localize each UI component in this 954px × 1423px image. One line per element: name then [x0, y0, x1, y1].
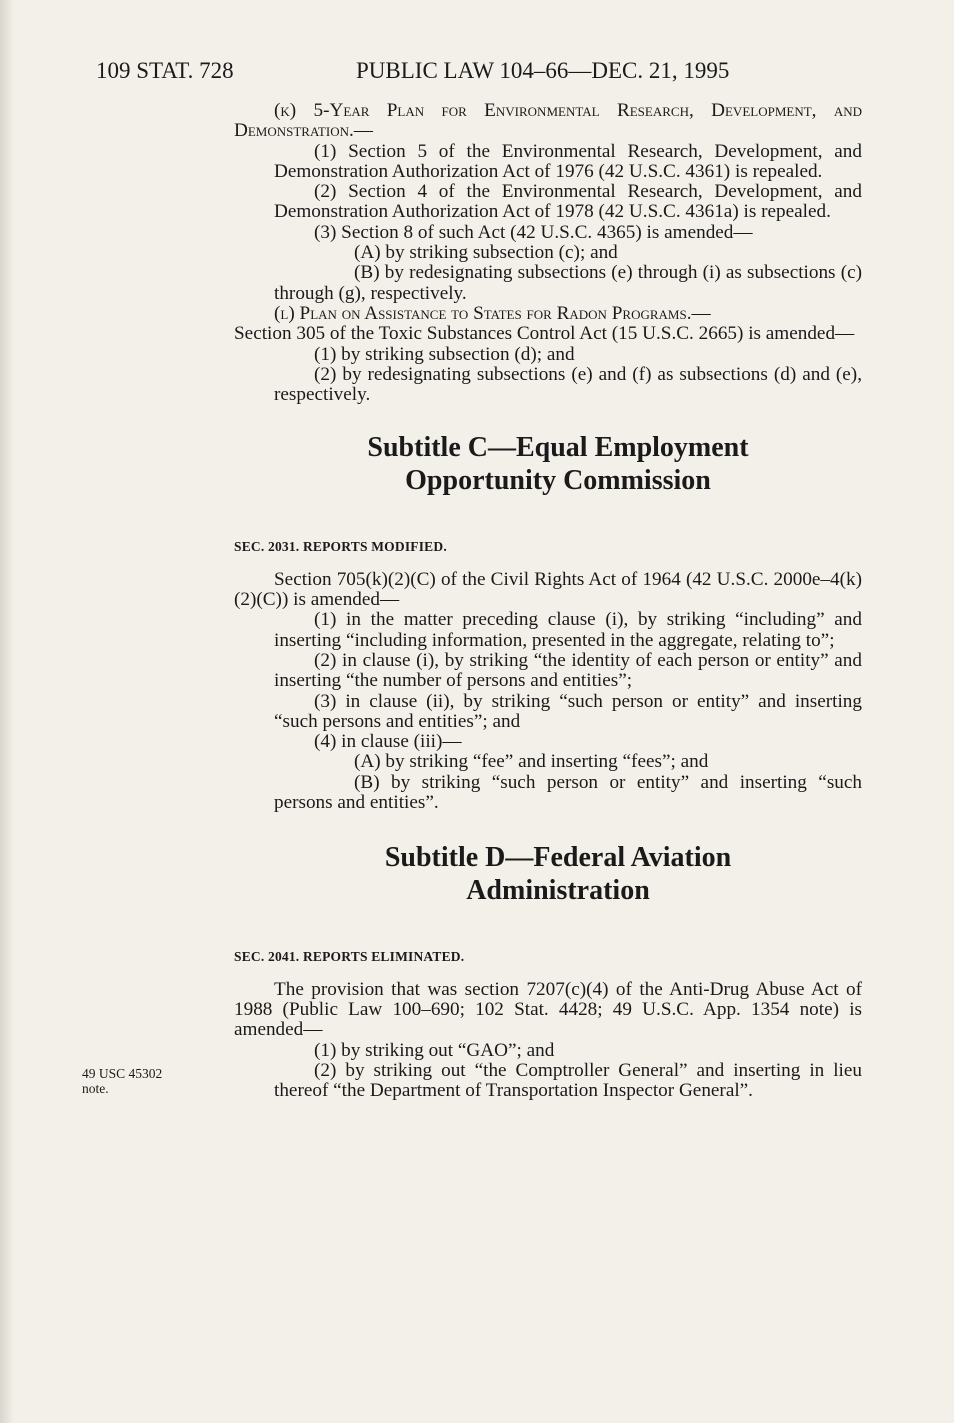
page-header [96, 58, 856, 88]
stat-page-number: 109 STAT. 728 [96, 58, 234, 83]
section-k-paragraph-3b: (B) by redesignating subsections (e) through (i) as subsections (c) through (g), respectively. [274, 262, 862, 304]
sec-2041-intro: The provision that was section 7207(c)(4) of the Anti-Drug Abuse Act of 1988 (Public Law 100–690; 102 Stat. 4428; 49 U.S.C. App. 1354 note) is amended— [234, 978, 862, 1041]
sec-2031-paragraph-1: (1) in the matter preceding clause (i), by striking “including” and inserting “including information, presented in the aggregate, relating to”; [274, 609, 862, 651]
section-k-heading: (k) 5-Year Plan for Environmental Research, Development, and Demonstration.— [234, 100, 862, 142]
section-k-paragraph-2: (2) Section 4 of the Environmental Research, Development, and Demonstration Authorization Act of 1978 (42 U.S.C. 4361a) is repealed. [274, 181, 862, 223]
sec-2041-paragraph-2: (2) by striking out “the Comptroller General” and inserting in lieu thereof “the Department of Transportation Inspector General”. [274, 1059, 862, 1102]
section-l-intro: Section 305 of the Toxic Substances Control Act (15 U.S.C. 2665) is amended— [234, 323, 855, 345]
sec-2041-paragraph-1: (1) by striking out “GAO”; and [314, 1039, 555, 1061]
page-body [234, 101, 862, 1101]
sec-2031-paragraph-4b: (B) by striking “such person or entity” and inserting “such persons and entities”. [274, 771, 862, 814]
section-l-paragraph-1: (1) by striking subsection (d); and [314, 343, 575, 365]
subtitle-d-line-2: Administration [466, 875, 650, 907]
sec-2031-paragraph-3: (3) in clause (ii), by striking “such person or entity” and inserting “such persons and entities”; and [274, 690, 862, 732]
sec-2031-paragraph-4a: (A) by striking “fee” and inserting “fees”; and [354, 751, 709, 773]
section-k-paragraph-3a: (A) by striking subsection (c); and [354, 242, 618, 264]
subtitle-c-line-1: Subtitle C—Equal Employment [367, 432, 749, 464]
subtitle-c-line-2: Opportunity Commission [405, 465, 711, 497]
page-edge-shadow [0, 0, 14, 1423]
section-k-paragraph-1: (1) Section 5 of the Environmental Research, Development, and Demonstration Authorization Act of 1976 (42 U.S.C. 4361) is repealed. [274, 140, 862, 182]
subtitle-d-heading [234, 841, 862, 907]
sec-2031-paragraph-4: (4) in clause (iii)— [314, 731, 462, 753]
section-k-paragraph-3: (3) Section 8 of such Act (42 U.S.C. 4365) is amended— [314, 221, 753, 243]
margin-note-line-1: 49 USC 45302 [82, 1066, 163, 1081]
subtitle-c-heading [234, 431, 862, 497]
section-l-paragraph-2: (2) by redesignating subsections (e) and (f) as subsections (d) and (e), respectively. [274, 363, 862, 406]
subtitle-d-line-1: Subtitle D—Federal Aviation [384, 842, 732, 874]
margin-note-line-2: note. [82, 1081, 109, 1096]
public-law-citation: PUBLIC LAW 104–66—DEC. 21, 1995 [356, 58, 730, 83]
sec-2031-intro: Section 705(k)(2)(C) of the Civil Rights Act of 1964 (42 U.S.C. 2000e–4(k)(2)(C)) is amended— [234, 568, 862, 611]
margin-note [82, 1066, 162, 1096]
sec-2031-heading: SEC. 2031. REPORTS MODIFIED. [234, 539, 447, 555]
sec-2041-heading: SEC. 2041. REPORTS ELIMINATED. [234, 949, 465, 965]
section-l-heading: (l) Plan on Assistance to States for Radon Programs.— [274, 302, 711, 324]
sec-2031-paragraph-2: (2) in clause (i), by striking “the identity of each person or entity” and inserting “the number of persons and entities”; [274, 649, 862, 692]
